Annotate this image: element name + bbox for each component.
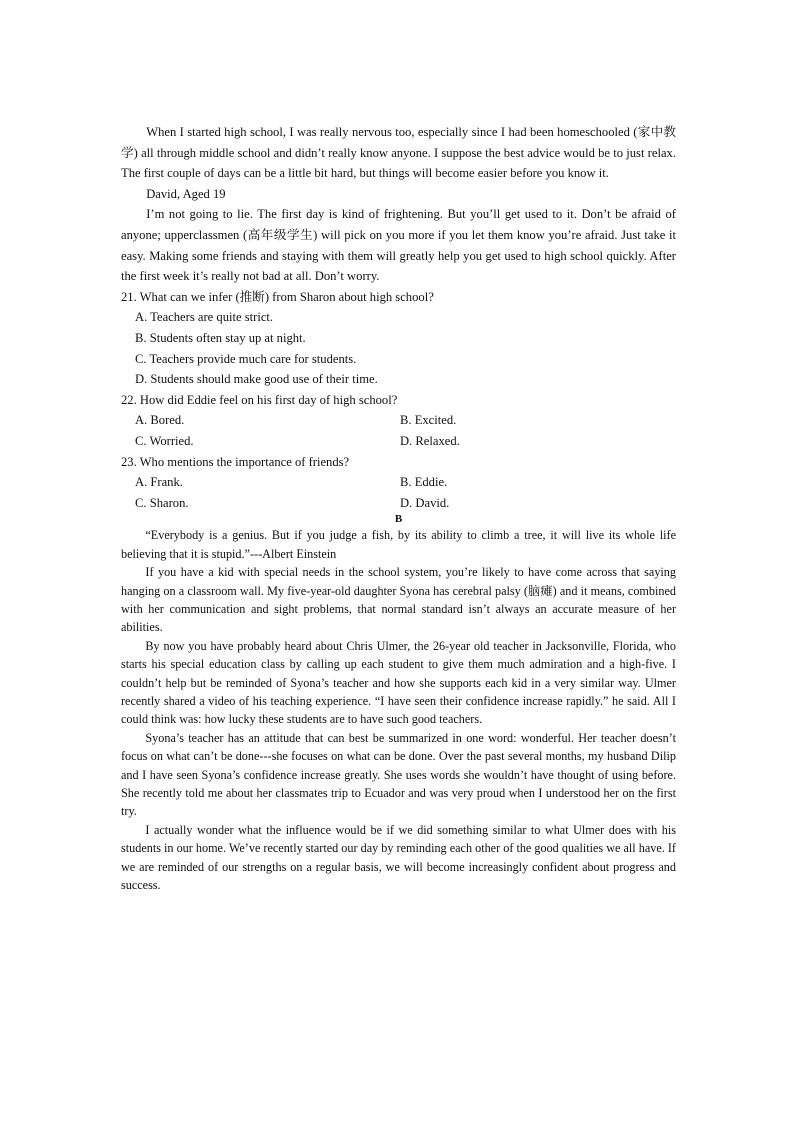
- question-22-stem: 22. How did Eddie feel on his first day of high school?: [121, 392, 398, 407]
- question-21-option-a: A. Teachers are quite strict.: [135, 310, 274, 325]
- einstein-quote: “Everybody is a genius. But if you judge a fish, by its ability to climb a tree, it will live its whole life believing that it is stupid.”---Albert Einstein: [121, 528, 676, 561]
- question-23: [121, 452, 676, 514]
- passage-b-paragraph-2: By now you have probably heard about Chris Ulmer, the 26-year old teacher in Jacksonville, Florida, who starts his special education class by calling up each student to give them much admiration and a high-five. I couldn’t help but be reminded of Syona’s teacher and how she supports each kid in a very similar way. Ulmer recently shared a video of his teaching experience. “I have seen their confidence increase rapidly.” he said. All I could think was: how lucky these students are to have such good teachers.: [121, 638, 676, 727]
- question-23-options-row-1: [121, 472, 676, 493]
- section-b-heading: B: [394, 513, 403, 526]
- question-23-option-b: B. Eddie.: [400, 475, 448, 490]
- question-22-option-d: D. Relaxed.: [400, 433, 460, 448]
- frank-paragraph: When I started high school, I was really nervous too, especially since I had been homeschooled (家中教学) all through middle school and didn’t really know anyone. I suppose the best advice would be to just relax. The first couple of days can be a little bit hard, but things will become easier before you know it.: [121, 125, 676, 181]
- question-22: [121, 390, 676, 452]
- question-21-stem: 21. What can we infer (推断) from Sharon about high school?: [121, 289, 434, 304]
- question-23-option-a: A. Frank.: [135, 475, 183, 490]
- section-b-passage: [121, 526, 676, 894]
- david-paragraph: I’m not going to lie. The first day is kind of frightening. But you’ll get used to it. Don’t be afraid of anyone; upperclassmen (高年级学生) will pick on you more if you let them know you’re afraid. Just take it easy. Making some friends and staying with them will greatly help you get used to high school quickly. After the first week it’s really not bad at all. Don’t worry.: [121, 207, 676, 284]
- document-page: [121, 122, 676, 894]
- question-22-option-b: B. Excited.: [400, 413, 457, 428]
- question-22-option-c: C. Worried.: [135, 433, 194, 448]
- question-23-option-c: C. Sharon.: [135, 495, 189, 510]
- question-22-options-row-2: [121, 431, 676, 452]
- question-21-option-d: D. Students should make good use of their time.: [135, 372, 378, 387]
- question-23-options-row-2: [121, 493, 676, 514]
- question-22-option-a: A. Bored.: [135, 413, 185, 428]
- question-21-option-b: B. Students often stay up at night.: [135, 330, 306, 345]
- question-22-options-row-1: [121, 410, 676, 431]
- question-21: [121, 287, 676, 390]
- question-21-option-c: C. Teachers provide much care for students.: [135, 351, 357, 366]
- passage-b-paragraph-1: If you have a kid with special needs in the school system, you’re likely to have come across that saying hanging on a classroom wall. My five-year-old daughter Syona has cerebral palsy (脑瘫) and it means, combined with her communication and sight problems, that normal standard isn’t always an accurate measure of her abilities.: [121, 565, 676, 635]
- passage-b-paragraph-4: I actually wonder what the influence would be if we did something similar to what Ulmer does with his students in our home. We’ve recently started our day by reminding each other of the good qualities we all have. If we are reminded of our strengths on a regular basis, we will become increasingly confident about progress and success.: [121, 822, 676, 892]
- passage-b-paragraph-3: Syona’s teacher has an attitude that can best be summarized in one word: wonderful. Her teacher doesn’t focus on what can’t be done---she focuses on what can be done. Over the past several months, my husband Dilip and I have seen Syona’s confidence increase greatly. She uses words she wouldn’t have thought of using before. She recently told me about her classmates trip to Ecuador and was very proud when I understood her on the first try.: [121, 730, 676, 819]
- question-23-option-d: D. David.: [400, 495, 450, 510]
- question-23-stem: 23. Who mentions the importance of friends?: [121, 454, 350, 469]
- david-name: David, Aged 19: [146, 186, 226, 201]
